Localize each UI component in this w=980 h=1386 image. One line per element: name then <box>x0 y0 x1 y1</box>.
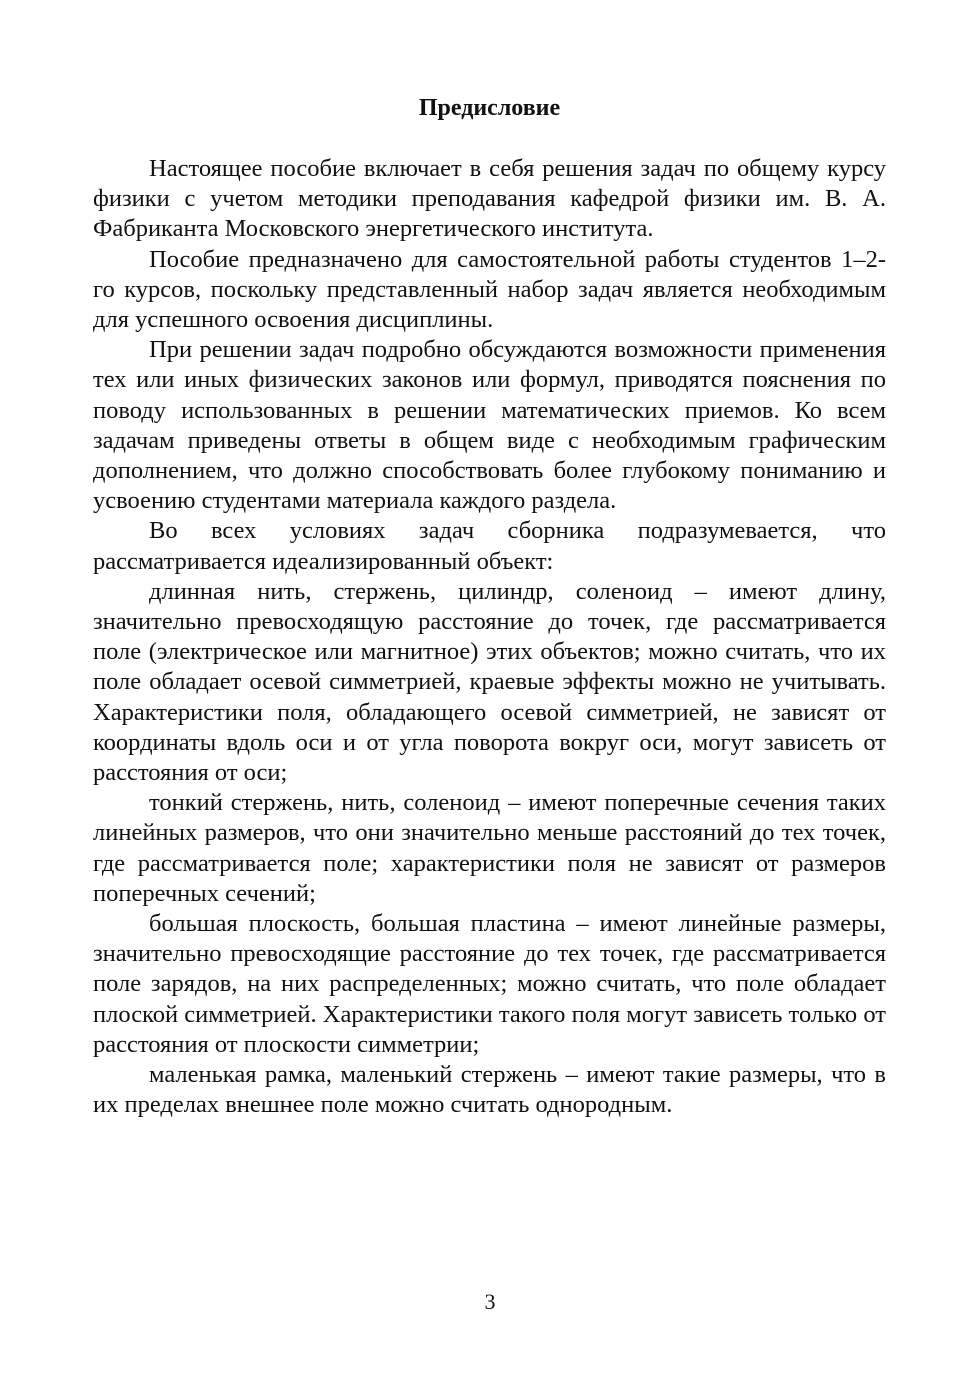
paragraph-small-frame: маленькая рамка, маленький стержень – имеют такие размеры, что в их пределах внешнее поле можно считать однородным. <box>93 1061 886 1119</box>
page-number: 3 <box>484 1289 496 1314</box>
paragraph-long-thread: длинная нить, стержень, цилиндр, соленоид – имеют длину, значительно превосходящую расстояние до точек, где рассматривается поле (электрическое или магнитное) этих объектов; можно считать, что их поле обладает осевой симметрией, краевые эффекты можно не учитывать. Характеристики поля, обладающего осевой симметрией, не зависят от координаты вдоль оси и от угла поворота вокруг оси, могут зависеть от расстояния от оси; <box>93 577 886 787</box>
paragraph-intro: Настоящее пособие включает в себя решения задач по общему курсу физики с учетом методики преподавания кафедрой физики им. В. А. Фабриканта Московского энергетического института. <box>93 155 886 243</box>
page-title: Предисловие <box>418 95 561 121</box>
page-content <box>93 92 886 1121</box>
paragraph-thin-rod: тонкий стержень, нить, соленоид – имеют поперечные сечения таких линейных размеров, что они значительно меньше расстояний до тех точек, где рассматривается поле; характеристики поля не зависят от размеров поперечных сечений; <box>93 789 886 907</box>
paragraph-purpose: Пособие предназначено для самостоятельной работы студентов 1–2-го курсов, поскольку представленный набор задач является необходимым для успешного освоения дисциплины. <box>93 245 886 334</box>
paragraph-large-plane: большая плоскость, большая пластина – имеют линейные размеры, значительно превосходящие расстояние до тех точек, где рассматривается поле зарядов, на них распределенных; можно считать, что поле обладает плоской симметрией. Характеристики такого поля могут зависеть только от расстояния от плоскости симметрии; <box>93 910 886 1058</box>
paragraph-method: При решении задач подробно обсуждаются возможности применения тех или иных физических законов или формул, приводятся пояснения по поводу использованных в решении математических приемов. Ко всем задачам приведены ответы в общем виде с необходимым графическим дополнением, что должно способствовать более глубокому пониманию и усвоению студентами материала каждого раздела. <box>93 336 886 515</box>
paragraph-assumptions: Во всех условиях задач сборника подразумевается, что рассматривается идеализированный объект: <box>93 517 886 575</box>
